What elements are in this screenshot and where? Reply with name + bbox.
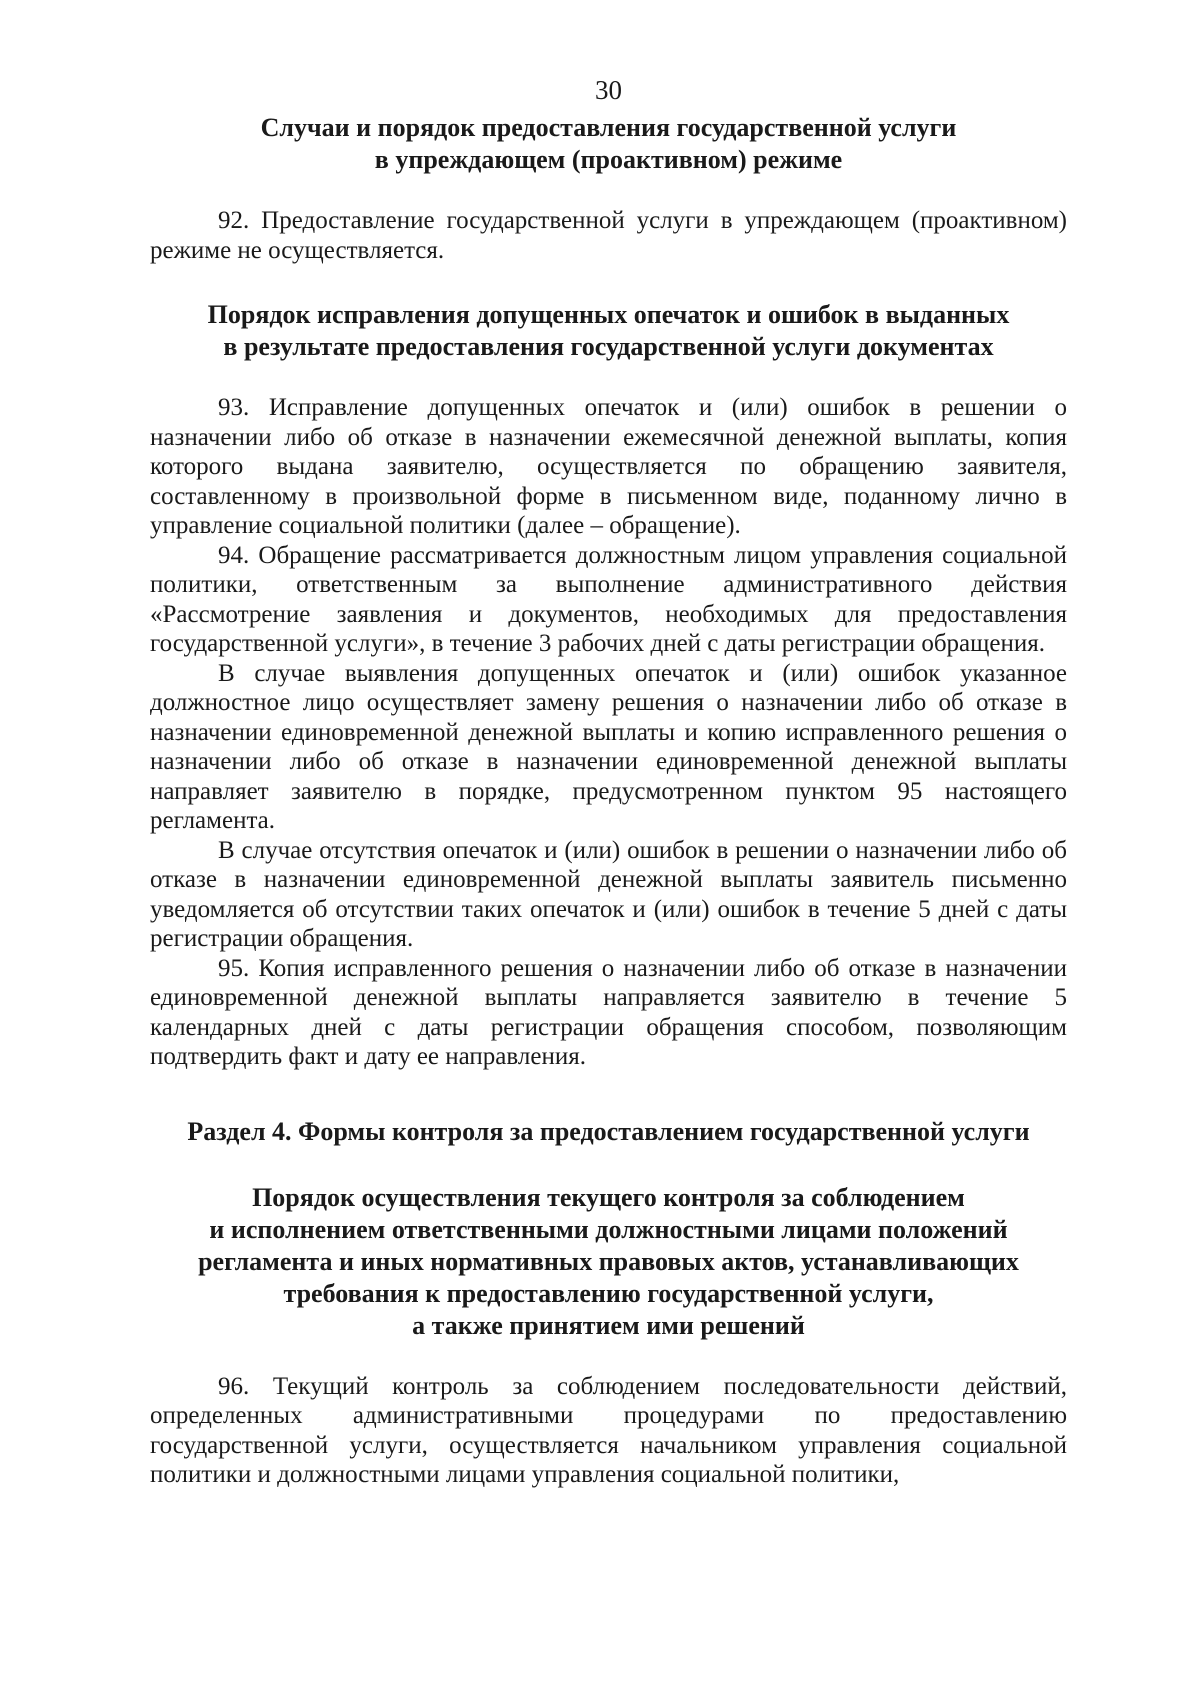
heading-line: и исполнением ответственными должностными лицами положений bbox=[209, 1214, 1008, 1244]
heading-line: Случаи и порядок предоставления государственной услуги bbox=[260, 113, 957, 142]
paragraph-96: 96. Текущий контроль за соблюдением последовательности действий, определенных административными процедурами по предоставлению государственной услуги, осуществляется начальником управления социальной политики и должностными лицами управления социальной политики, bbox=[150, 1372, 1067, 1488]
heading-corrections bbox=[150, 299, 1067, 363]
heading-line: Раздел 4. Формы контроля за предоставлением государственной услуги bbox=[187, 1116, 1030, 1146]
text-column bbox=[150, 74, 1067, 1490]
heading-line: регламента и иных нормативных правовых актов, устанавливающих bbox=[198, 1246, 1019, 1276]
heading-line: Порядок исправления допущенных опечаток и ошибок в выданных bbox=[207, 300, 1010, 329]
heading-line: в результате предоставления государственной услуги документах bbox=[223, 332, 994, 361]
heading-proactive-mode bbox=[150, 112, 1067, 176]
paragraph-94: 94. Обращение рассматривается должностным лицом управления социальной политики, ответственным за выполнение административного действия «Рассмотрение заявления и документов, необходимых для предоставления государственной услуги», в течение 3 рабочих дней с даты регистрации обращения. bbox=[150, 541, 1067, 657]
paragraph-92: 92. Предоставление государственной услуги в упреждающем (проактивном) режиме не осуществляется. bbox=[150, 207, 1067, 264]
page-number: 30 bbox=[595, 75, 622, 105]
paragraph-94-no-errors: В случае отсутствия опечаток и (или) ошибок в решении о назначении либо об отказе в назначении единовременной денежной выплаты заявитель письменно уведомляется об отсутствии таких опечаток и (или) ошибок в течение 5 дней с даты регистрации обращения. bbox=[150, 836, 1067, 952]
paragraph-93: 93. Исправление допущенных опечаток и (или) ошибок в решении о назначении либо об отказе в назначении ежемесячной денежной выплаты, копия которого выдана заявителю, осуществляется по обращению заявителя, составленному в произвольной форме в письменном виде, поданному лично в управление социальной политики (далее – обращение). bbox=[150, 394, 1067, 539]
heading-line: требования к предоставлению государственной услуги, bbox=[283, 1278, 934, 1308]
heading-section-4 bbox=[150, 1116, 1067, 1148]
heading-current-control bbox=[150, 1182, 1067, 1342]
heading-line: в упреждающем (проактивном) режиме bbox=[374, 145, 843, 174]
paragraph-94-errors-found: В случае выявления допущенных опечаток и (или) ошибок указанное должностное лицо осуществляет замену решения о назначении либо об отказе в назначении единовременной денежной выплаты и копию исправленного решения о назначении либо об отказе в назначении единовременной денежной выплаты направляет заявителю в порядке, предусмотренном пунктом 95 настоящего регламента. bbox=[150, 659, 1067, 834]
heading-line: а также принятием ими решений bbox=[412, 1310, 805, 1340]
heading-line: Порядок осуществления текущего контроля за соблюдением bbox=[252, 1182, 965, 1212]
paragraph-95: 95. Копия исправленного решения о назначении либо об отказе в назначении единовременной денежной выплаты направляется заявителю в течение 5 календарных дней с даты регистрации обращения способом, позволяющим подтвердить факт и дату ее направления. bbox=[150, 954, 1067, 1070]
